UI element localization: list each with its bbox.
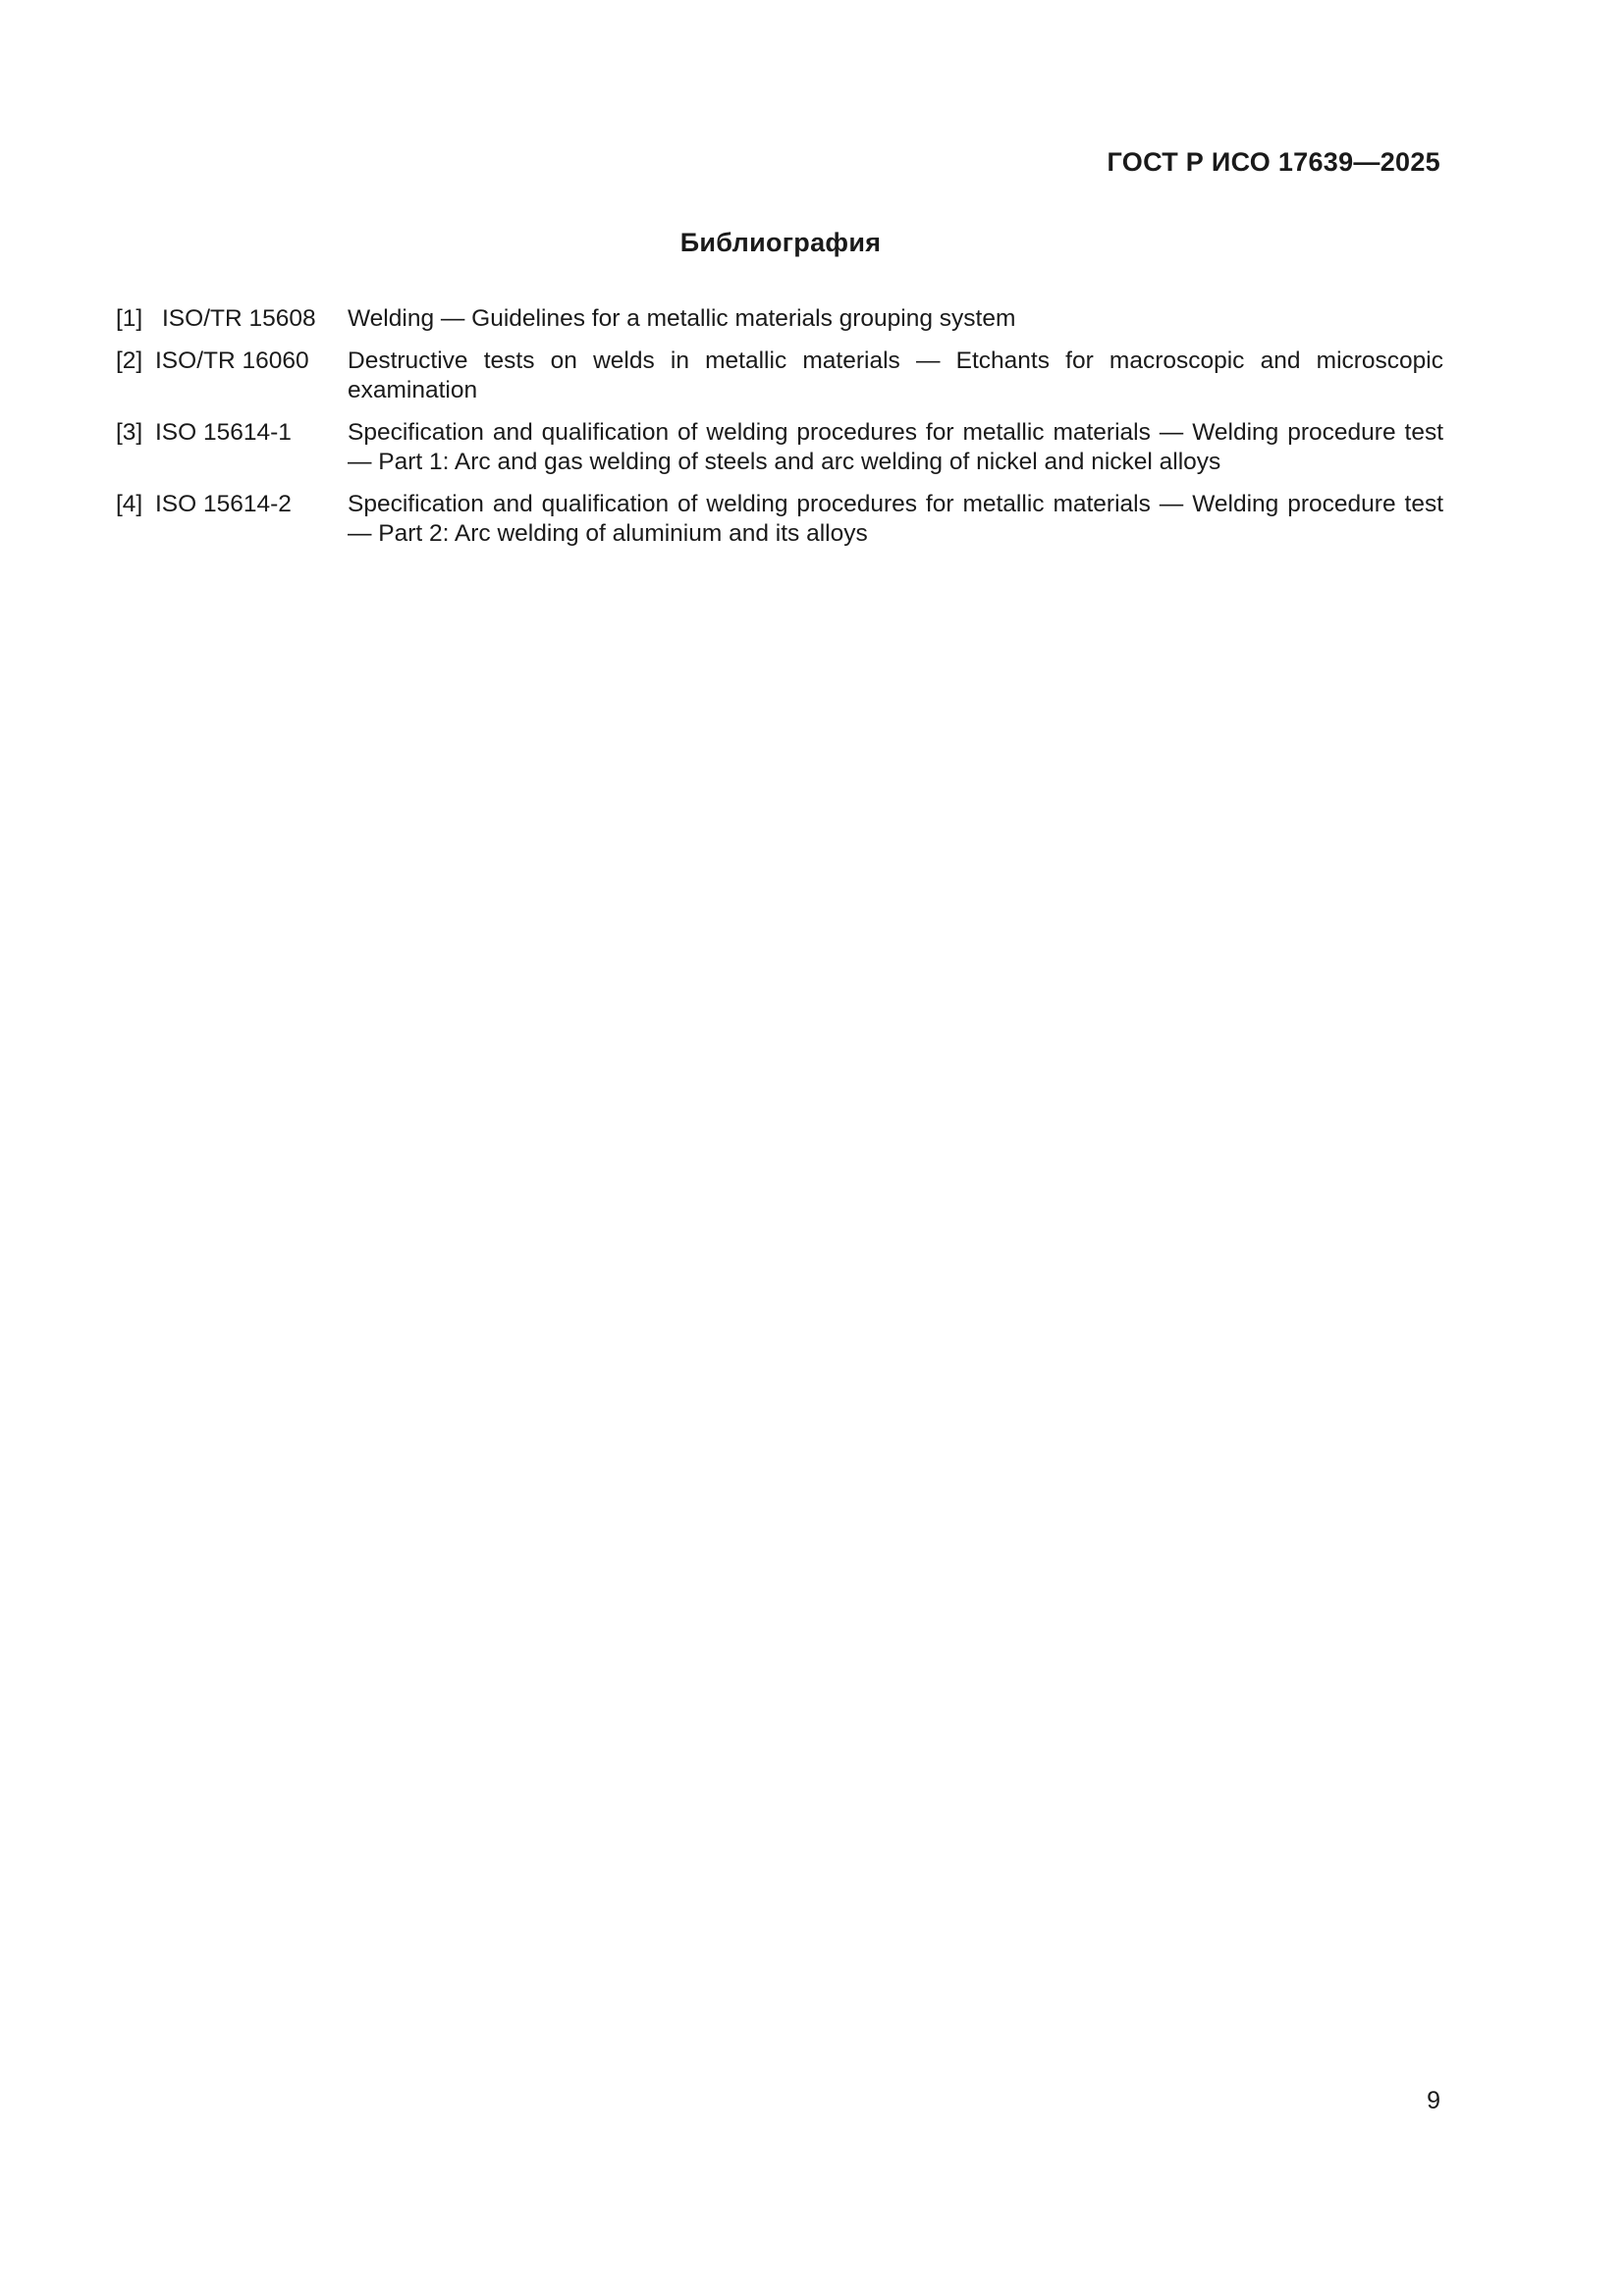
bibliography-entry (116, 418, 1443, 478)
entry-title: Specification and qualification of welding procedures for metallic materials — Welding procedure test — Part 2: Arc welding of aluminium and its alloys (348, 490, 1443, 547)
entry-title: Welding — Guidelines for a metallic materials grouping system (348, 305, 1016, 332)
bibliography-entry (116, 304, 1443, 335)
bibliography-entry (116, 347, 1443, 406)
entry-number: [2] (116, 347, 143, 374)
entry-code: ISO 15614-1 (155, 418, 292, 446)
bibliography-list (116, 304, 1443, 561)
entry-code: ISO 15614-2 (155, 490, 292, 517)
entry-code: ISO/TR 15608 (162, 305, 316, 332)
entry-code: ISO/TR 16060 (155, 347, 309, 374)
entry-number: [1] (116, 305, 143, 332)
entry-number: [4] (116, 490, 143, 517)
bibliography-entry (116, 490, 1443, 550)
section-title: Библиография (679, 228, 882, 257)
page-number: 9 (1427, 2087, 1440, 2114)
entry-title: Destructive tests on welds in metallic materials — Etchants for macroscopic and microscopic examination (348, 347, 1443, 403)
document-standard-number: ГОСТ Р ИСО 17639—2025 (1107, 147, 1440, 177)
entry-title: Specification and qualification of welding procedures for metallic materials — Welding procedure test — Part 1: Arc and gas welding of steels and arc welding of nickel and nickel alloys (348, 418, 1443, 475)
entry-number: [3] (116, 418, 143, 446)
